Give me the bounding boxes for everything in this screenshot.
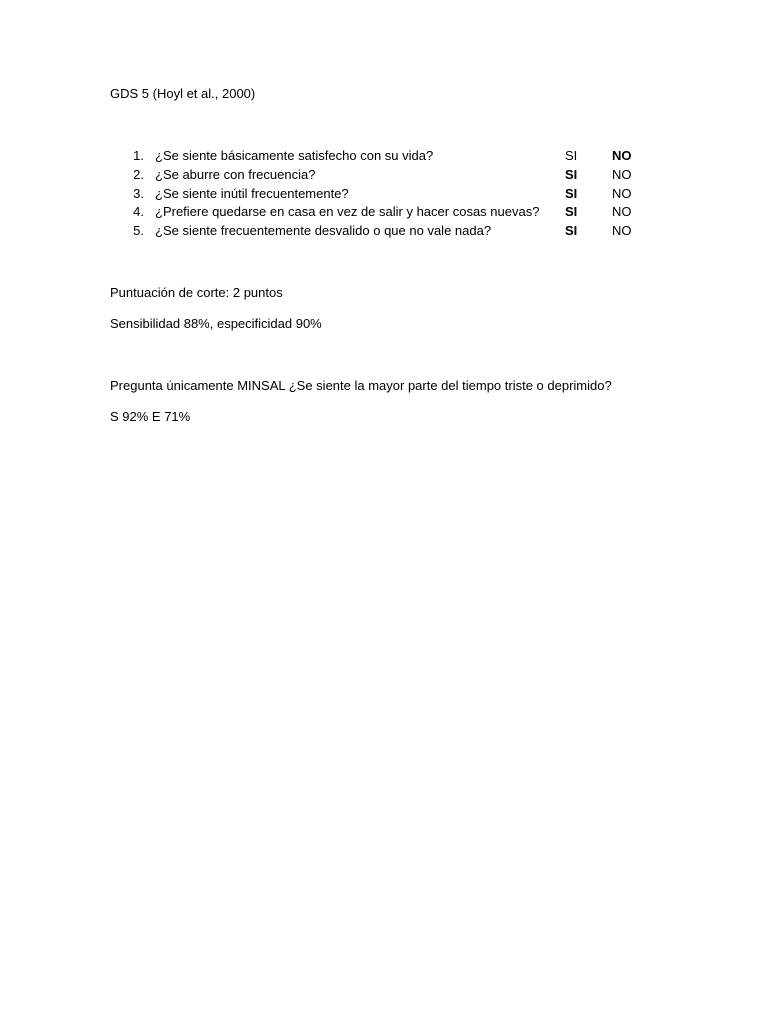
minsal-stats: S 92% E 71% [110,409,191,424]
question-text: ¿Se siente inútil frecuentemente? [155,186,349,201]
question-row-2 [0,165,768,184]
question-text: ¿Se siente frecuentemente desvalido o que no vale nada? [155,223,492,238]
minsal-question: Pregunta únicamente MINSAL ¿Se siente la mayor parte del tiempo triste o deprimido? [110,378,612,393]
question-row-1 [0,146,768,165]
sensitivity-specificity: Sensibilidad 88%, especificidad 90% [110,316,322,331]
question-text: ¿Prefiere quedarse en casa en vez de salir y hacer cosas nuevas? [155,204,540,219]
answer-no: NO [612,167,632,182]
question-number: 3. [133,186,144,201]
answer-si-scored: SI [565,223,578,238]
answer-no: NO [612,186,632,201]
question-number: 2. [133,167,144,182]
answer-no-scored: NO [612,148,632,163]
question-text: ¿Se aburre con frecuencia? [155,167,316,182]
question-row-4 [0,202,768,221]
question-number: 1. [133,148,144,163]
question-row-3 [0,184,768,203]
answer-si: SI [565,148,578,163]
answer-no: NO [612,223,632,238]
question-number: 5. [133,223,144,238]
cutoff-score: Puntuación de corte: 2 puntos [110,285,283,300]
question-row-5 [0,221,768,240]
document-title: GDS 5 (Hoyl et al., 2000) [110,86,256,101]
answer-no: NO [612,204,632,219]
question-number: 4. [133,204,144,219]
answer-si-scored: SI [565,186,578,201]
answer-si-scored: SI [565,167,578,182]
question-text: ¿Se siente básicamente satisfecho con su vida? [155,148,434,163]
answer-si-scored: SI [565,204,578,219]
